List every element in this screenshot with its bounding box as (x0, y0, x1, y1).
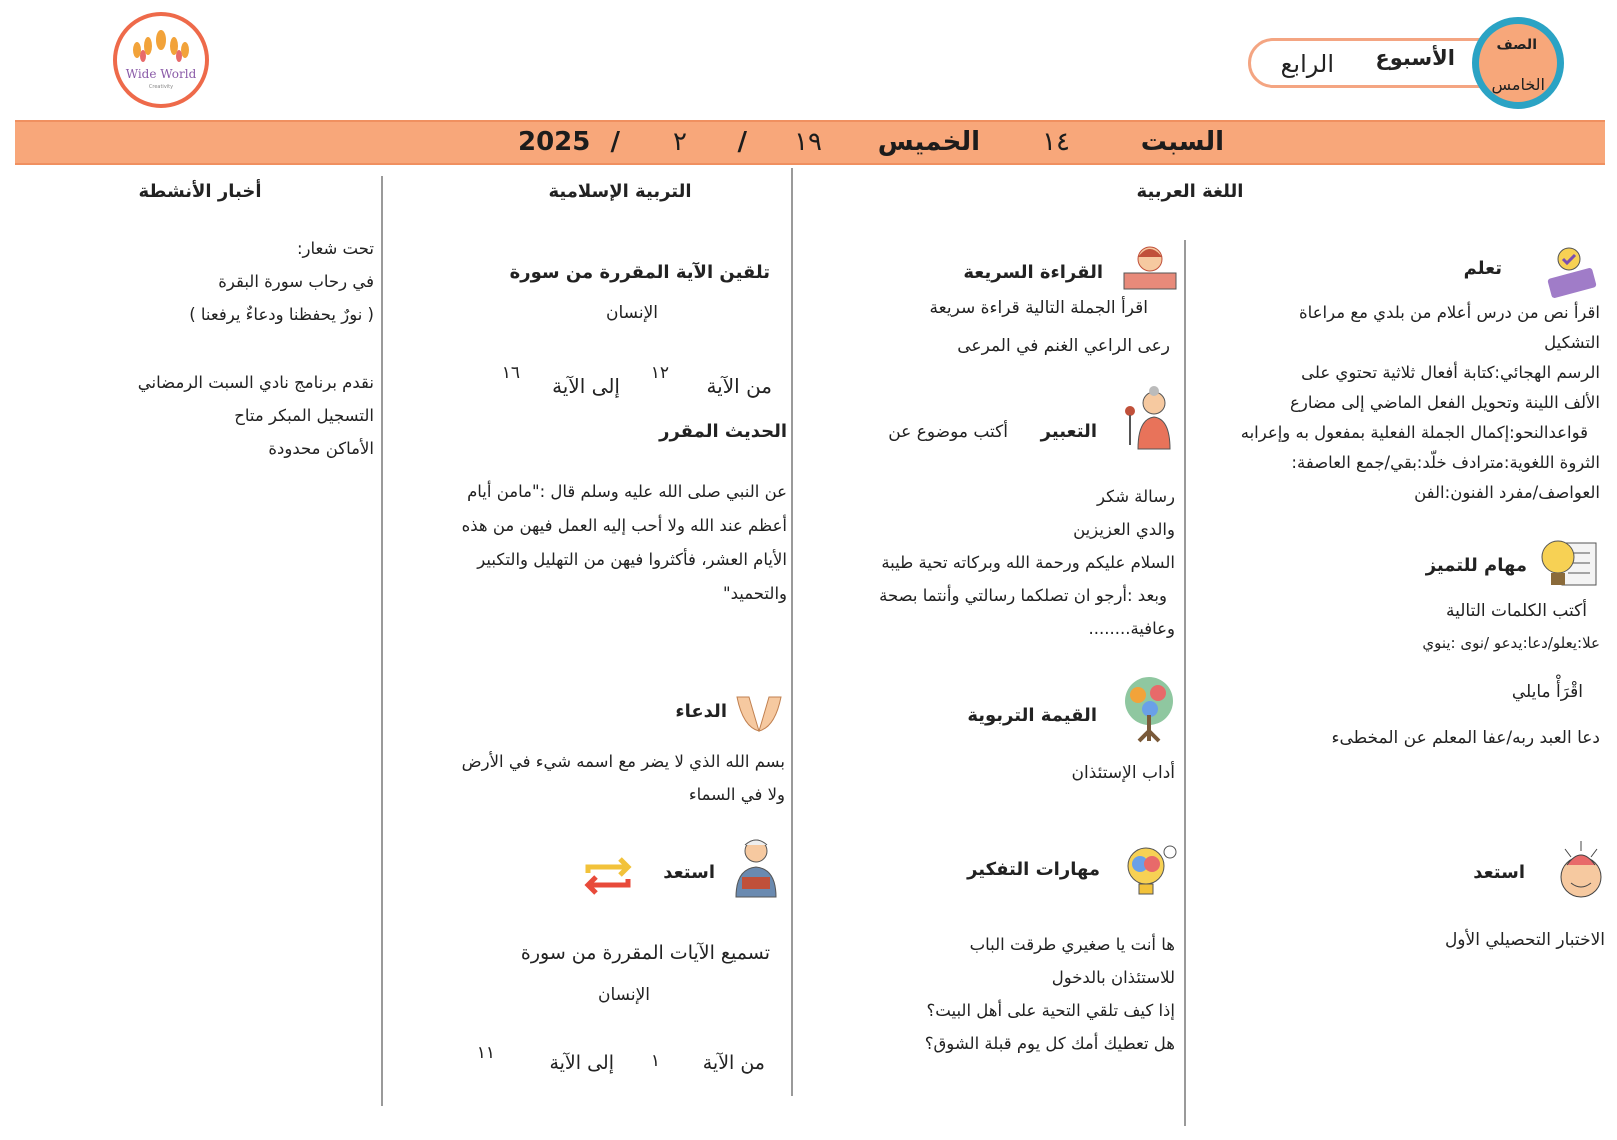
value-tree-icon (1118, 675, 1180, 745)
text-line: السلام عليكم ورحمة الله وبركاته تحية طيبة (881, 553, 1175, 572)
text-line: للاستئذان بالدخول (1051, 968, 1175, 987)
teacher-microphone-icon (1120, 385, 1178, 451)
boy-reading-quran-icon (730, 835, 782, 901)
text-line: العواصف/مفرد الفنون:الفن (1414, 483, 1600, 502)
excel-words: علا:يعلو/دعا:يدعو /نوى :ينوي (1422, 634, 1600, 652)
column-header-islamic: التربية الإسلامية (548, 181, 692, 202)
text-line: ها أنت يا صغيري طرقت الباب (969, 935, 1175, 954)
column-header-arabic: اللغة العربية (1136, 181, 1244, 202)
date-sep-2: / (610, 127, 620, 157)
reading-girl-icon (1120, 243, 1180, 291)
wheat-logo-icon (117, 16, 205, 104)
year: 2025 (518, 127, 591, 157)
letter-text (879, 480, 1175, 645)
text-line: التسجيل المبكر متاح (234, 406, 374, 425)
thinking-title: مهارات التفكير (967, 859, 1100, 880)
dua-title: الدعاء (675, 701, 727, 722)
prep-from-label: من الآية (702, 1052, 765, 1074)
text-line: الألف اللينة وتحويل الفعل الماضي إلى مضارع (1290, 393, 1600, 412)
learn-title: تعلم (1463, 258, 1502, 279)
thinking-brain-bulb-icon (1120, 840, 1182, 900)
day-from-num: ١٤ (1042, 127, 1070, 157)
to-label: إلى الآية (552, 374, 620, 398)
text-line: قواعدالنحو:إكمال الجملة الفعلية بمفعول به وإعرابه (1240, 423, 1588, 442)
brain-bulb-checklist-icon (1538, 535, 1600, 593)
day-to: الخميس (877, 127, 980, 157)
reading-instruction: اقرأ الجملة التالية قراءة سريعة (929, 298, 1148, 318)
text-line: والدي العزيزين (1073, 520, 1175, 539)
text-line: وبعد :أرجو ان تصلكما رسالتي وأنتما بصحة (879, 586, 1167, 605)
text-line: التشكيل (1544, 333, 1600, 352)
prep-to-number: ١١ (476, 1043, 495, 1063)
dua-text (462, 745, 785, 811)
prepare-text-islamic: تسميع الآيات المقررة من سورة (520, 942, 770, 964)
hadith-text (462, 475, 787, 611)
prepare-title-islamic: استعد (663, 862, 715, 883)
text-line: الأيام العشر، فأكثروا فيهن من التهليل والتكبير (477, 550, 787, 569)
activities-program (138, 366, 374, 465)
reading-title: القراءة السريعة (963, 262, 1103, 283)
grade-line1: الصف (1496, 37, 1537, 53)
week-value: الرابع (1280, 50, 1334, 78)
thinking-text (925, 928, 1175, 1060)
text-line: ( نورٌ يحفظنا ودعاءٌ يرفعنا ) (189, 305, 374, 324)
text-line: والتحميد" (723, 584, 787, 603)
day-to-num: ١٩ (794, 127, 822, 157)
text-line: إذا كيف تلقي التحية على أهل البيت؟ (926, 1001, 1175, 1020)
activities-slogan (189, 232, 374, 331)
text-line: بسم الله الذي لا يضر مع اسمه شيء في الأرض (461, 752, 785, 771)
lightbulb-book-icon (1545, 243, 1603, 301)
text-line: في رحاب سورة البقرة (218, 272, 374, 291)
logo-subtext: Creativity (148, 84, 174, 90)
excel-sentence: دعا العبد ربه/عفا المعلم عن المخطىء (1331, 728, 1600, 748)
expression-prompt: أكتب موضوع عن (888, 422, 1008, 442)
from-number: ١٢ (650, 363, 669, 383)
month: ٢ (673, 127, 687, 157)
learn-text (1241, 298, 1600, 508)
text-line: هل تعطيك أمك كل يوم قبلة الشوق؟ (924, 1034, 1175, 1053)
text-line: الرسم الهجائي:كتابة أفعال ثلاثية تحتوي على (1301, 363, 1600, 382)
to-number: ١٦ (501, 363, 520, 383)
week-label: الأسبوع (1375, 46, 1455, 70)
column-divider (381, 176, 383, 1106)
prepare-title-arabic: استعد (1473, 862, 1525, 883)
text-line: رسالة شكر (1097, 487, 1175, 506)
value-text: أداب الإستئذان (1071, 763, 1175, 783)
text-line: نقدم برنامج نادي السبت الرمضاني (137, 373, 374, 392)
recite-surah: الإنسان (606, 303, 658, 323)
praying-hands-icon (733, 683, 785, 733)
logo-text: Wide World (125, 67, 197, 81)
date-sep-1: / (737, 127, 747, 157)
prepare-text-arabic: الاختبار التحصيلي الأول (1444, 930, 1605, 950)
text-line: الأماكن محدودة (268, 439, 374, 458)
text-line: عن النبي صلى الله عليه وسلم قال :"مامن أيام (467, 482, 787, 501)
school-logo (113, 12, 209, 108)
recite-title: تلقين الآية المقررة من سورة (509, 262, 770, 283)
prep-to-label: إلى الآية (549, 1052, 614, 1074)
from-label: من الآية (706, 374, 772, 398)
column-divider (1184, 240, 1186, 1126)
value-title: القيمة التربوية (967, 705, 1097, 726)
expression-title: التعبير (1040, 421, 1097, 442)
text-line: اقرأ نص من درس أعلام من بلدي مع مراعاة (1299, 303, 1600, 322)
column-divider (791, 168, 793, 1096)
text-line: الثروة اللغوية:مترادف خلّد:بقي/جمع العاصفة: (1291, 453, 1600, 472)
prep-from-number: ١ (650, 1051, 660, 1071)
excel-title: مهام للتميز (1425, 555, 1527, 576)
text-line: تحت شعار: (296, 239, 374, 258)
hadith-title: الحديث المقرر (659, 421, 787, 442)
column-header-activities: أخبار الأنشطة (138, 181, 262, 202)
excel-read: اقْرَأْ مايلي (1511, 682, 1583, 702)
prepare-surah: الإنسان (598, 985, 650, 1005)
text-line: أعظم عند الله ولا أحب إليه العمل فيهن من هذه (461, 516, 787, 535)
text-line: ولا في السماء (688, 785, 785, 804)
grade-line2: الخامس (1491, 75, 1545, 94)
excel-write: أكتب الكلمات التالية (1445, 601, 1587, 621)
repeat-cycle-icon (580, 855, 636, 897)
day-from: السبت (1140, 127, 1224, 157)
text-line: وعافية........ (1088, 619, 1175, 638)
thinking-face-icon (1557, 835, 1607, 905)
reading-sentence: رعى الراعي الغنم في المرعى (957, 336, 1170, 356)
